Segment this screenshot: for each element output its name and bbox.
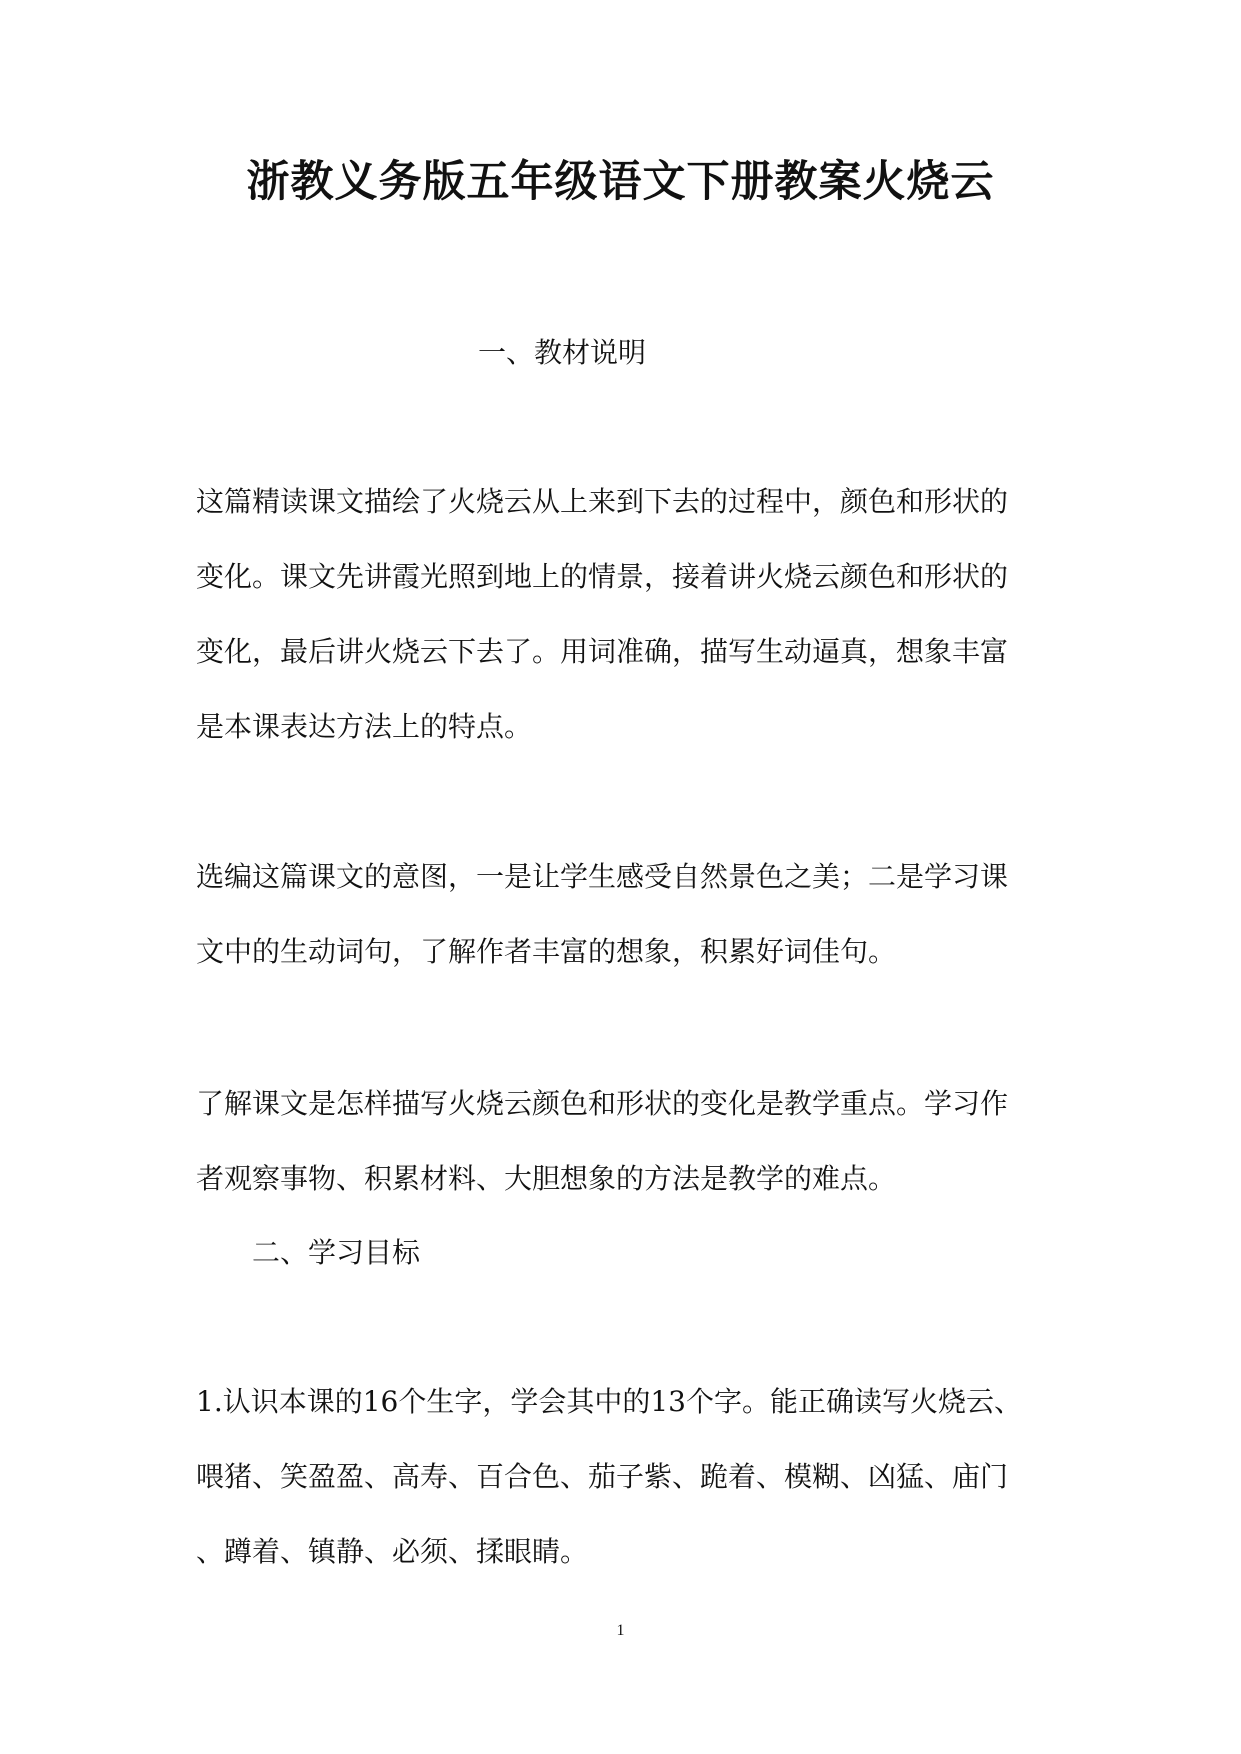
text-line: 变化。课文先讲霞光照到地上的情景，接着讲火烧云颜色和形状的: [196, 560, 1009, 593]
page-number: 1: [616, 1622, 625, 1639]
text-line: 是本课表达方法上的特点。: [196, 710, 533, 743]
section-heading-materials: 一、教材说明: [478, 336, 647, 369]
text-line: 1.认识本课的16个生字，学会其中的13个字。能正确读写火烧云、: [196, 1385, 1022, 1418]
paragraph-selection-intent: [196, 857, 1046, 977]
text-line: 了解课文是怎样描写火烧云颜色和形状的变化是教学重点。学习作: [196, 1087, 1009, 1120]
text-line: 变化，最后讲火烧云下去了。用词准确，描写生动逼真，想象丰富: [196, 635, 1009, 668]
paragraph-objective-1: [196, 1382, 1046, 1582]
paragraph-key-points: [196, 1084, 1046, 1204]
text-line: 、蹲着、镇静、必须、揉眼睛。: [196, 1535, 589, 1568]
text-line: 喂猪、笑盈盈、高寿、百合色、茄子紫、跪着、模糊、凶猛、庙门: [196, 1460, 1009, 1493]
text-line: 选编这篇课文的意图，一是让学生感受自然景色之美；二是学习课: [196, 860, 1009, 893]
text-line: 者观察事物、积累材料、大胆想象的方法是教学的难点。: [196, 1162, 897, 1195]
text-line: 文中的生动词句，了解作者丰富的想象，积累好词佳句。: [196, 935, 897, 968]
paragraph-materials-intro: [196, 482, 1046, 752]
text-line: 这篇精读课文描绘了火烧云从上来到下去的过程中，颜色和形状的: [196, 485, 1009, 518]
document-title: 浙教义务版五年级语文下册教案火烧云: [246, 157, 995, 207]
section-heading-objectives: 二、学习目标: [252, 1236, 421, 1269]
